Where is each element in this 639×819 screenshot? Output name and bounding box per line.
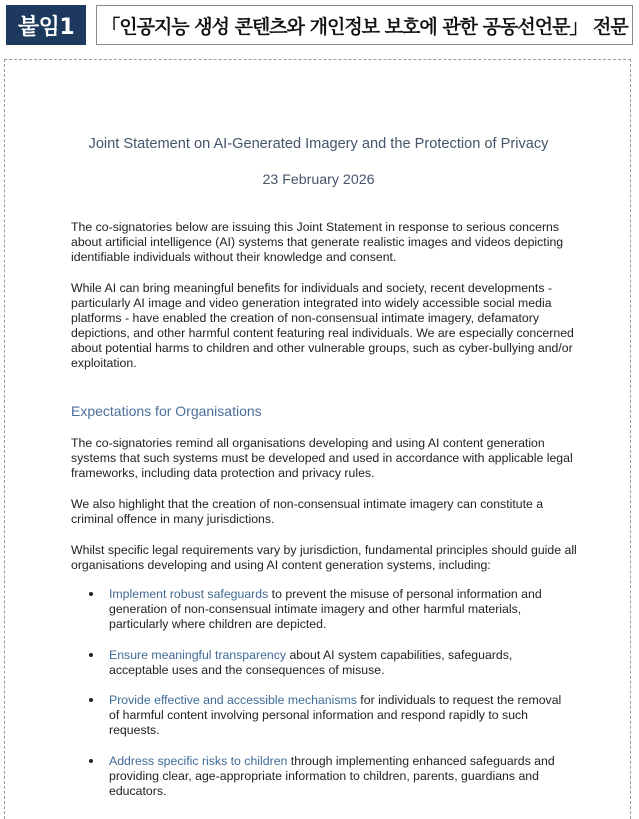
bullet-lead: Ensure meaningful transparency [109,647,287,662]
intro-paragraph: The co-signatories below are issuing this Joint Statement in response to serious concerns about artificial intelligence (AI) systems that generate realistic images and videos depicting identifiable individuals without their knowledge and consent. [71,220,564,264]
bullet-text: for individuals to request the removal of harmful content involving personal information and respond rapidly to such requests. [109,693,562,737]
bullet-lead: Address specific risks to children [109,753,288,768]
section-paragraph: The co-signatories remind all organisations developing and using AI content generation systems that such systems must be developed and used in accordance with applicable legal frameworks, including data protection and privacy rules. [71,436,573,480]
attachment-header [6,5,633,45]
section-paragraph: We also highlight that the creation of non-consensual intimate imagery can constitute a criminal offence in many jurisdictions. [71,497,544,526]
bullet-text: about AI system capabilities, safeguards, acceptable uses and the consequences of misuse. [109,647,513,677]
bullet-text: through implementing enhanced safeguards and providing clear, age-appropriate information to children, parents, guardians and educators. [109,753,555,798]
bullet-icon [89,592,93,596]
document-date: 23 February 2026 [262,172,375,188]
document-title: Joint Statement on AI-Generated Imagery and the Protection of Privacy [88,136,549,152]
section-heading: Expectations for Organisations [71,403,262,419]
bullet-lead: Implement robust safeguards [109,587,269,601]
principles-list [87,587,567,814]
section-paragraph: Whilst specific legal requirements vary by jurisdiction, fundamental principles should guide all organisations developing and using AI content generation systems, including: [71,543,577,572]
list-item [87,754,567,799]
bullet-icon [89,653,93,657]
attachment-badge: 붙임1 [6,5,86,45]
list-item [87,587,567,632]
list-item [87,648,567,678]
attachment-title: 「인공지능 생성 콘텐츠와 개인정보 보호에 관한 공동선언문」 전문 [96,5,633,45]
concern-paragraph: While AI can bring meaningful benefits for individuals and society, recent developments - particularly AI image and video generation integrated into widely accessible social media platforms - have enabled the creation of non-consensual intimate imagery, defamatory depictions, and other harmful content featuring real individuals. We are especially concerned about potential harms to children and other vulnerable groups, such as cyber-bullying and/or exploitation. [71,281,574,370]
document-page [4,59,631,819]
bullet-lead: Provide effective and accessible mechanisms [109,693,357,707]
bullet-icon [89,698,93,702]
bullet-text: to prevent the misuse of personal information and generation of non-consensual intimate imagery and other harmful materials, particularly where children are depicted. [109,587,542,631]
bullet-icon [89,759,93,763]
list-item [87,693,567,738]
